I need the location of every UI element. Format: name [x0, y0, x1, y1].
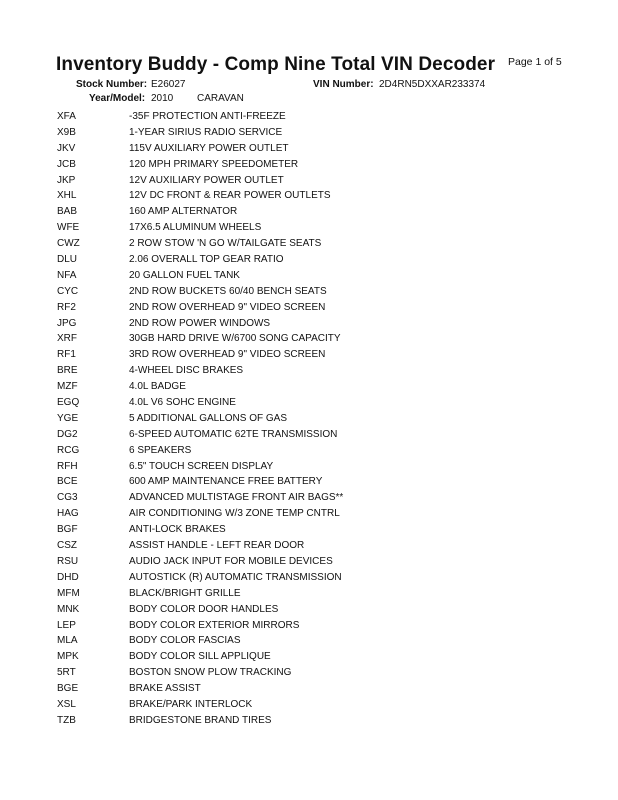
option-code: CG3: [57, 492, 78, 504]
option-row: [0, 159, 618, 175]
option-description: 160 AMP ALTERNATOR: [129, 206, 238, 218]
option-row: [0, 206, 618, 222]
option-description: 4.0L V6 SOHC ENGINE: [129, 397, 236, 409]
option-code: DHD: [57, 571, 79, 583]
option-row: [0, 715, 618, 731]
option-description: 4.0L BADGE: [129, 381, 186, 393]
option-description: 12V DC FRONT & REAR POWER OUTLETS: [129, 190, 331, 202]
year-model-label: Year/Model:: [89, 93, 146, 104]
option-code: MZF: [57, 381, 78, 393]
option-row: [0, 476, 618, 492]
option-code: X9B: [57, 126, 76, 138]
option-code: JCB: [57, 158, 76, 170]
option-row: [0, 508, 618, 524]
year-value: 2010: [151, 93, 174, 104]
option-description: 3RD ROW OVERHEAD 9" VIDEO SCREEN: [129, 349, 326, 361]
option-code: MFM: [57, 587, 80, 599]
option-description: 600 AMP MAINTENANCE FREE BATTERY: [129, 476, 323, 488]
option-row: [0, 111, 618, 127]
option-description: 2ND ROW POWER WINDOWS: [129, 317, 271, 329]
option-description: 120 MPH PRIMARY SPEEDOMETER: [129, 158, 299, 170]
option-code: RFH: [57, 460, 78, 472]
option-code: RCG: [57, 444, 80, 456]
option-code: XFA: [57, 111, 76, 122]
option-code-list: [0, 111, 618, 731]
option-code: CWZ: [57, 238, 80, 250]
option-code: LEP: [57, 619, 76, 631]
option-row: [0, 429, 618, 445]
option-description: BODY COLOR EXTERIOR MIRRORS: [129, 619, 300, 631]
option-code: BAB: [57, 206, 78, 218]
stock-number-label: Stock Number:: [76, 79, 148, 90]
option-code: DG2: [57, 428, 78, 440]
option-description: BODY COLOR SILL APPLIQUE: [129, 651, 271, 663]
option-code: MNK: [57, 603, 80, 615]
option-description: 1-YEAR SIRIUS RADIO SERVICE: [129, 126, 283, 138]
option-code: BGE: [57, 683, 79, 695]
option-code: MLA: [57, 635, 78, 647]
option-row: [0, 286, 618, 302]
option-row: [0, 381, 618, 397]
model-value: CARAVAN: [197, 93, 244, 104]
option-description: 12V AUXILIARY POWER OUTLET: [129, 174, 284, 186]
option-code: NFA: [57, 269, 77, 281]
option-row: [0, 524, 618, 540]
option-row: [0, 492, 618, 508]
vin-number-label: VIN Number:: [313, 79, 374, 90]
option-row: [0, 572, 618, 588]
option-description: AIR CONDITIONING W/3 ZONE TEMP CNTRL: [129, 508, 340, 520]
option-description: 6 SPEAKERS: [129, 444, 192, 456]
option-description: BODY COLOR FASCIAS: [129, 635, 241, 647]
option-code: BCE: [57, 476, 78, 488]
option-description: 6.5" TOUCH SCREEN DISPLAY: [129, 460, 274, 472]
option-code: XSL: [57, 698, 76, 710]
option-description: BOSTON SNOW PLOW TRACKING: [129, 667, 292, 679]
option-code: CYC: [57, 285, 79, 297]
option-code: EGQ: [57, 397, 80, 409]
option-code: CSZ: [57, 540, 77, 552]
option-description: 17X6.5 ALUMINUM WHEELS: [129, 222, 262, 234]
option-row: [0, 222, 618, 238]
option-row: [0, 333, 618, 349]
option-code: JPG: [57, 317, 77, 329]
option-code: YGE: [57, 412, 79, 424]
option-code: BRE: [57, 365, 78, 377]
option-row: [0, 254, 618, 270]
page-indicator: Page 1 of 5: [508, 56, 562, 68]
option-code: JKP: [57, 174, 76, 186]
option-row: [0, 190, 618, 206]
option-row: [0, 349, 618, 365]
option-description: ASSIST HANDLE - LEFT REAR DOOR: [129, 540, 305, 552]
option-row: [0, 238, 618, 254]
option-description: -35F PROTECTION ANTI-FREEZE: [129, 111, 286, 122]
option-description: ANTI-LOCK BRAKES: [129, 524, 226, 536]
option-code: BGF: [57, 524, 78, 536]
option-description: 20 GALLON FUEL TANK: [129, 269, 240, 281]
vin-number-value: 2D4RN5DXXAR233374: [379, 79, 486, 90]
option-description: BLACK/BRIGHT GRILLE: [129, 587, 241, 599]
option-row: [0, 604, 618, 620]
option-description: 30GB HARD DRIVE W/6700 SONG CAPACITY: [129, 333, 341, 345]
option-description: 115V AUXILIARY POWER OUTLET: [129, 142, 289, 154]
option-description: 4-WHEEL DISC BRAKES: [129, 365, 244, 377]
option-row: [0, 635, 618, 651]
option-code: TZB: [57, 714, 76, 726]
option-code: RF2: [57, 301, 76, 313]
option-row: [0, 588, 618, 604]
option-description: ADVANCED MULTISTAGE FRONT AIR BAGS**: [129, 492, 344, 504]
option-row: [0, 143, 618, 159]
option-description: 6-SPEED AUTOMATIC 62TE TRANSMISSION: [129, 428, 338, 440]
option-code: MPK: [57, 651, 79, 663]
option-code: XRF: [57, 333, 77, 345]
option-row: [0, 540, 618, 556]
option-row: [0, 667, 618, 683]
option-code: WFE: [57, 222, 80, 234]
option-row: [0, 461, 618, 477]
option-description: AUDIO JACK INPUT FOR MOBILE DEVICES: [129, 555, 333, 567]
option-row: [0, 651, 618, 667]
option-code: HAG: [57, 508, 79, 520]
option-row: [0, 397, 618, 413]
option-row: [0, 413, 618, 429]
option-row: [0, 445, 618, 461]
option-description: 2 ROW STOW 'N GO W/TAILGATE SEATS: [129, 238, 322, 250]
option-description: 2ND ROW BUCKETS 60/40 BENCH SEATS: [129, 285, 327, 297]
option-code: RF1: [57, 349, 76, 361]
stock-number-value: E26027: [151, 79, 186, 90]
option-row: [0, 318, 618, 334]
option-description: 2ND ROW OVERHEAD 9" VIDEO SCREEN: [129, 301, 326, 313]
option-code: RSU: [57, 555, 79, 567]
option-description: BRAKE ASSIST: [129, 683, 201, 695]
option-description: 5 ADDITIONAL GALLONS OF GAS: [129, 412, 288, 424]
option-row: [0, 699, 618, 715]
option-code: DLU: [57, 254, 78, 266]
option-code: XHL: [57, 190, 77, 202]
option-row: [0, 127, 618, 143]
option-description: 2.06 OVERALL TOP GEAR RATIO: [129, 254, 284, 266]
option-row: [0, 365, 618, 381]
document-title: Inventory Buddy - Comp Nine Total VIN Decoder: [56, 54, 496, 75]
option-row: [0, 556, 618, 572]
option-description: BODY COLOR DOOR HANDLES: [129, 603, 279, 615]
option-row: [0, 620, 618, 636]
option-code: 5RT: [57, 667, 76, 679]
option-description: BRAKE/PARK INTERLOCK: [129, 698, 253, 710]
option-row: [0, 270, 618, 286]
option-description: AUTOSTICK (R) AUTOMATIC TRANSMISSION: [129, 571, 342, 583]
option-description: BRIDGESTONE BRAND TIRES: [129, 714, 272, 726]
option-row: [0, 302, 618, 318]
option-code: JKV: [57, 142, 76, 154]
option-row: [0, 175, 618, 191]
option-row: [0, 683, 618, 699]
